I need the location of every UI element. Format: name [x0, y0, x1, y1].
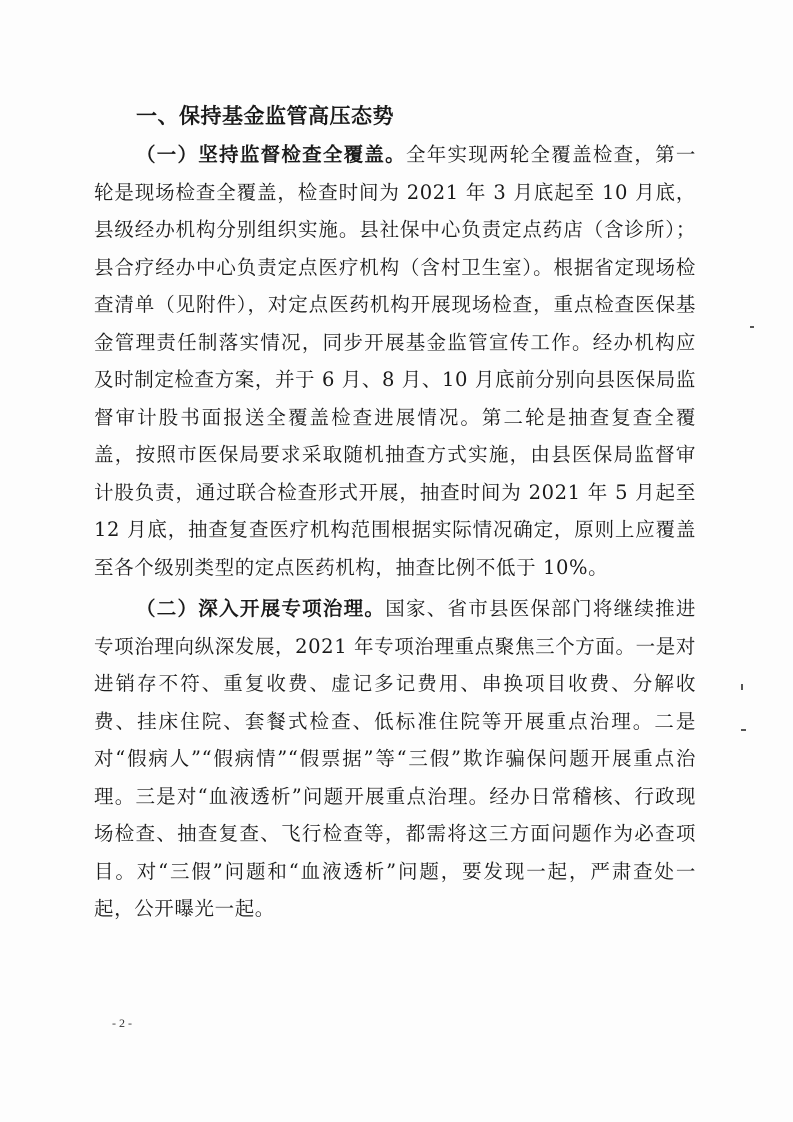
scan-artifact [741, 684, 743, 690]
paragraph-body: 国家、省市县医保部门将继续推进专项治理向纵深发展，2021 年专项治理重点聚焦三个方面。一是对进销存不符、重复收费、虚记多记费用、串换项目收费、分解收费、挂床住院、套餐式检查、低标准住院等开展重点治理。二是对“假病人”“假病情”“假票据”等“三假”欺诈骗保问题开展重点治理。三是对“血液透析”问题开展重点治理。经办日常稽核、行政现场检查、抽查复查、飞行检查等，都需将这三方面问题作为必查项目。对“三假”问题和“血液透析”问题，要发现一起，严肃查处一起，公开曝光一起。 [94, 597, 696, 920]
paragraph-special-governance [94, 590, 696, 928]
paragraph-supervision-coverage [94, 136, 696, 586]
paragraph-lead: （一）坚持监督检查全覆盖。 [136, 143, 406, 166]
scan-artifact [750, 326, 754, 328]
paragraph-lead: （二）深入开展专项治理。 [136, 597, 386, 620]
page-number: - 2 - [112, 1016, 132, 1030]
page-content [94, 96, 696, 928]
paragraph-body: 全年实现两轮全覆盖检查，第一轮是现场检查全覆盖，检查时间为 2021 年 3 月底起至 10 月底，县级经办机构分别组织实施。县社保中心负责定点药店（含诊所）；县合疗经办中心负责定点医疗机构（含村卫生室）。根据省定现场检查清单（见附件），对定点医药机构开展现场检查，重点检查医保基金管理责任制落实情况，同步开展基金监管宣传工作。经办机构应及时制定检查方案，并于 6 月、8 月、10 月底前分别向县医保局监督审计股书面报送全覆盖检查进展情况。第二轮是抽查复查全覆盖，按照市医保局要求采取随机抽查方式实施，由县医保局监督审计股负责，通过联合检查形式开展，抽查时间为 2021 年 5 月起至 12 月底，抽查复查医疗机构范围根据实际情况确定，原则上应覆盖至各个级别类型的定点医药机构，抽查比例不低于 10%。 [94, 143, 696, 579]
scan-artifact [741, 729, 746, 731]
section-heading: 一、保持基金监管高压态势 [136, 104, 394, 128]
